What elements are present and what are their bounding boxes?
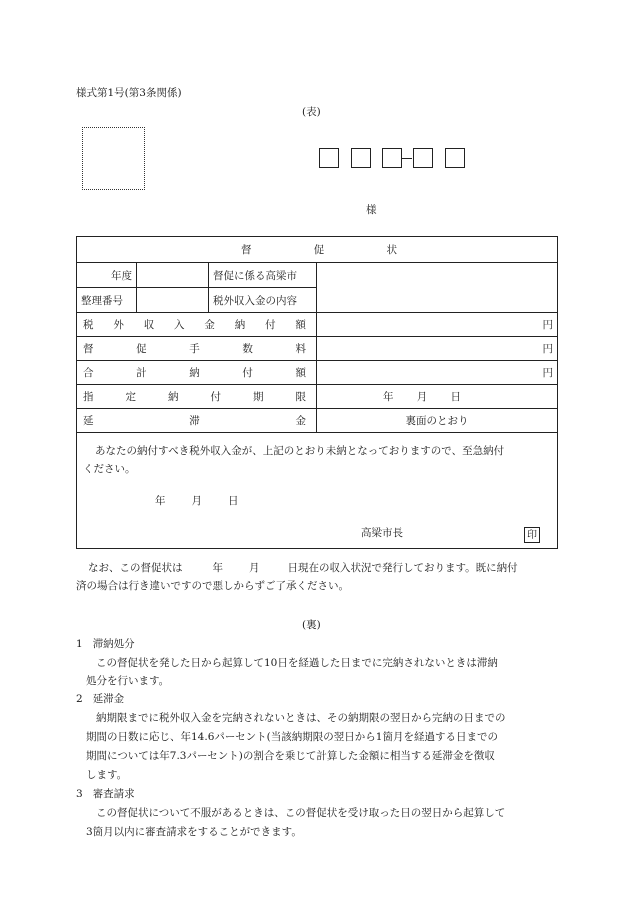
fiscal-year-field[interactable]	[137, 263, 209, 288]
row-label-total: 合 計 納 付 額	[77, 361, 317, 385]
row-label-tax-amount: 税 外 収 入 金 納 付 額	[77, 313, 317, 337]
front-side-label: (表)	[302, 106, 321, 118]
back-side-label: (裏)	[302, 619, 321, 631]
title-char: 促	[313, 244, 325, 256]
section-2-line: します。	[86, 769, 128, 781]
total-amount-field[interactable]: 円	[317, 361, 558, 385]
notice-title	[77, 237, 558, 263]
section-2-line: 期間の日数に応じ、年14.6パーセント(当該納期限の翌日から1箇月を経過する日までの	[86, 731, 498, 743]
reference-number-label: 整理番号	[77, 288, 137, 313]
tax-amount-field[interactable]: 円	[317, 313, 558, 337]
postal-code-box[interactable]	[445, 148, 465, 168]
section-1-line: この督促状を発した日から起算して10日を経過した日までに完納されないときは滞納	[96, 657, 498, 669]
title-char: 状	[386, 244, 397, 256]
row-label-fee: 督 促 手 数 料	[77, 337, 317, 361]
seal-mark: 印	[524, 527, 540, 543]
reference-number-field[interactable]	[137, 288, 209, 313]
subject-label-line2: 税外収入金の内容	[209, 288, 317, 313]
section-3-line: 3箇月以内に審査請求をすることができます。	[86, 826, 302, 838]
addressee-suffix: 様	[366, 204, 377, 216]
row-label-deadline: 指 定 納 付 期 限	[77, 385, 317, 409]
issuer-name: 高梁市長	[361, 527, 403, 539]
subject-field[interactable]	[317, 263, 558, 313]
postal-code-box[interactable]	[351, 148, 371, 168]
notice-message-line1: あなたの納付すべき税外収入金が、上記のとおり未納となっておりますので、至急納付	[95, 445, 505, 457]
section-2-heading: 2 延滞金	[76, 693, 125, 705]
section-2-line: 期間については年7.3パーセント)の割合を乗じて計算した金額に相当する延滞金を徴収	[86, 750, 495, 762]
late-fee-field: 裏面のとおり	[317, 409, 558, 433]
deadline-date-field[interactable]: 年 月 日	[317, 385, 558, 409]
notice-message-cell	[77, 433, 558, 549]
postal-code-dash	[402, 158, 412, 159]
row-label-late-fee: 延 滞 金	[77, 409, 317, 433]
postal-code-box[interactable]	[382, 148, 402, 168]
note-line2: 済の場合は行き違いですので悪しからずご了承ください。	[76, 580, 349, 592]
issue-date: 年 月 日	[155, 495, 239, 507]
section-1-line: 処分を行います。	[86, 675, 170, 687]
section-3-heading: 3 審査請求	[76, 788, 135, 800]
postal-code-box[interactable]	[319, 148, 339, 168]
form-number: 様式第1号(第3条関係)	[76, 87, 182, 99]
section-1-heading: 1 滞納処分	[76, 638, 135, 650]
postal-code-box[interactable]	[413, 148, 433, 168]
stamp-box	[82, 127, 145, 190]
fiscal-year-label: 年度	[77, 263, 137, 288]
note-line1: なお、この督促状は 年 月 日現在の収入状況で発行しております。既に納付	[88, 562, 518, 574]
title-char: 督	[241, 244, 252, 256]
section-3-line: この督促状について不服があるときは、この督促状を受け取った日の翌日から起算して	[96, 807, 506, 819]
subject-label-line1: 督促に係る高梁市	[209, 263, 317, 288]
notice-message-line2: ください。	[83, 463, 136, 475]
notice-table	[76, 236, 558, 549]
section-2-line: 納期限までに税外収入金を完納されないときは、その納期限の翌日から完納の日までの	[96, 712, 506, 724]
fee-amount-field[interactable]: 円	[317, 337, 558, 361]
